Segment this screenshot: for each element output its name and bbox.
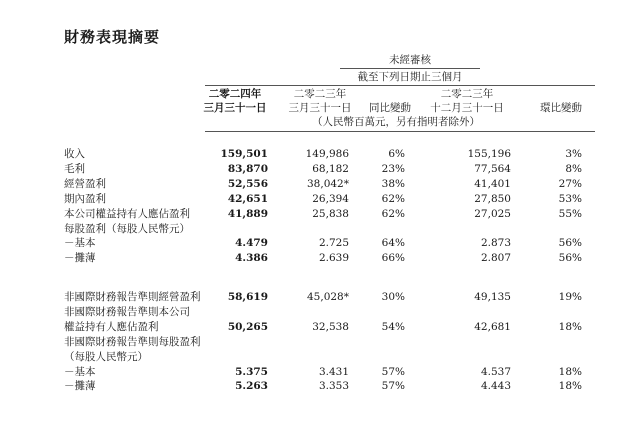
col4-date: 十二月三十一日 xyxy=(430,102,504,114)
cell-v2: 149,986 xyxy=(305,148,349,160)
row-label: 期內盈利 xyxy=(64,192,106,205)
cell-v1: 50,265 xyxy=(227,320,268,333)
cell-v5: 55% xyxy=(558,207,582,220)
cell-v3: 54% xyxy=(381,320,405,333)
header-unaudited: 未經審核 xyxy=(389,54,431,66)
cell-v1: 5.375 xyxy=(235,365,268,378)
cell-v1: 58,619 xyxy=(227,291,268,303)
cell-v1: 52,556 xyxy=(227,177,268,190)
col3-header: 同比變動 xyxy=(369,102,411,114)
cell-v2: 3.353 xyxy=(318,380,349,393)
col1-year: 二零二四年 xyxy=(208,88,262,100)
cell-v2: 68,182 xyxy=(312,162,349,175)
cell-v5: 56% xyxy=(558,252,582,265)
row-label: 非國際財務報告準則每股盈利 xyxy=(64,335,201,348)
cell-v3: 6% xyxy=(388,148,405,160)
col5-header: 環比變動 xyxy=(540,102,582,114)
cell-v2: 32,538 xyxy=(312,320,349,333)
cell-v4: 77,564 xyxy=(474,162,511,175)
cell-v5: 53% xyxy=(558,192,582,205)
cell-v5: 18% xyxy=(558,365,582,378)
col1-date: 三月三十一日 xyxy=(203,102,267,114)
cell-v2: 2.639 xyxy=(318,252,349,265)
cell-v4: 41,401 xyxy=(474,177,511,190)
header-unit-note: （人民幣百萬元，另有指明者除外） xyxy=(312,116,480,128)
row-label: －攤薄 xyxy=(64,380,96,393)
row-label: 非國際財務報告準則經營盈利 xyxy=(64,291,201,303)
cell-v2: 25,838 xyxy=(312,207,349,220)
cell-v3: 57% xyxy=(381,365,405,378)
row-label: 每股盈利（每股人民幣元） xyxy=(64,222,190,235)
cell-v5: 8% xyxy=(565,162,582,175)
row-label: （每股人民幣元） xyxy=(64,350,148,363)
cell-v5: 27% xyxy=(558,177,582,190)
cell-v5: 3% xyxy=(565,148,582,160)
cell-v4: 27,025 xyxy=(474,207,511,220)
cell-v4: 2.873 xyxy=(480,237,511,250)
header-rule-unaudited xyxy=(340,68,480,69)
header-rule-bottom xyxy=(205,131,595,132)
cell-v1: 4.386 xyxy=(235,252,268,265)
cell-v2: 3.431 xyxy=(318,365,349,378)
row-label: 毛利 xyxy=(64,162,85,175)
cell-v3: 38% xyxy=(381,177,405,190)
cell-v4: 42,681 xyxy=(474,320,511,333)
cell-v1: 159,501 xyxy=(220,148,268,160)
cell-v3: 66% xyxy=(381,252,405,265)
col4-year: 二零二三年 xyxy=(440,88,494,100)
cell-v3: 30% xyxy=(381,291,405,303)
cell-v1: 42,651 xyxy=(227,192,268,205)
cell-v5: 18% xyxy=(558,380,582,393)
header-rule-period xyxy=(205,85,595,86)
row-label: 經營盈利 xyxy=(64,177,106,190)
row-label: 本公司權益持有人應佔盈利 xyxy=(64,207,190,220)
cell-v4: 27,850 xyxy=(474,192,511,205)
row-label: －基本 xyxy=(64,237,96,250)
page-title: 財務表現摘要 xyxy=(64,28,161,46)
cell-v4: 49,135 xyxy=(474,291,511,303)
row-label: 權益持有人應佔盈利 xyxy=(64,320,159,333)
cell-v4: 155,196 xyxy=(467,148,511,160)
cell-v3: 57% xyxy=(381,380,405,393)
cell-v3: 62% xyxy=(381,192,405,205)
cell-v5: 56% xyxy=(558,237,582,250)
cell-v2: 2.725 xyxy=(318,237,349,250)
cell-v4: 4.443 xyxy=(480,380,511,393)
row-label: 非國際財務報告準則本公司 xyxy=(64,305,190,318)
cell-v2: 38,042* xyxy=(307,177,349,190)
row-label: －基本 xyxy=(64,365,96,378)
cell-v4: 4.537 xyxy=(480,365,511,378)
cell-v1: 4.479 xyxy=(235,237,268,250)
cell-v2: 45,028* xyxy=(307,291,349,303)
cell-v2: 26,394 xyxy=(312,192,349,205)
cell-v3: 64% xyxy=(381,237,405,250)
cell-v5: 18% xyxy=(558,320,582,333)
cell-v3: 23% xyxy=(381,162,405,175)
col2-date: 三月三十一日 xyxy=(288,102,352,114)
cell-v3: 62% xyxy=(381,207,405,220)
cell-v1: 41,889 xyxy=(227,207,268,220)
col2-year: 二零二三年 xyxy=(293,88,347,100)
cell-v1: 5.263 xyxy=(235,380,268,393)
row-label: －攤薄 xyxy=(64,252,96,265)
cell-v4: 2.807 xyxy=(480,252,511,265)
cell-v5: 19% xyxy=(558,291,582,303)
cell-v1: 83,870 xyxy=(227,162,268,175)
header-period: 截至下列日期止三個月 xyxy=(357,71,463,83)
row-label: 收入 xyxy=(64,148,85,160)
